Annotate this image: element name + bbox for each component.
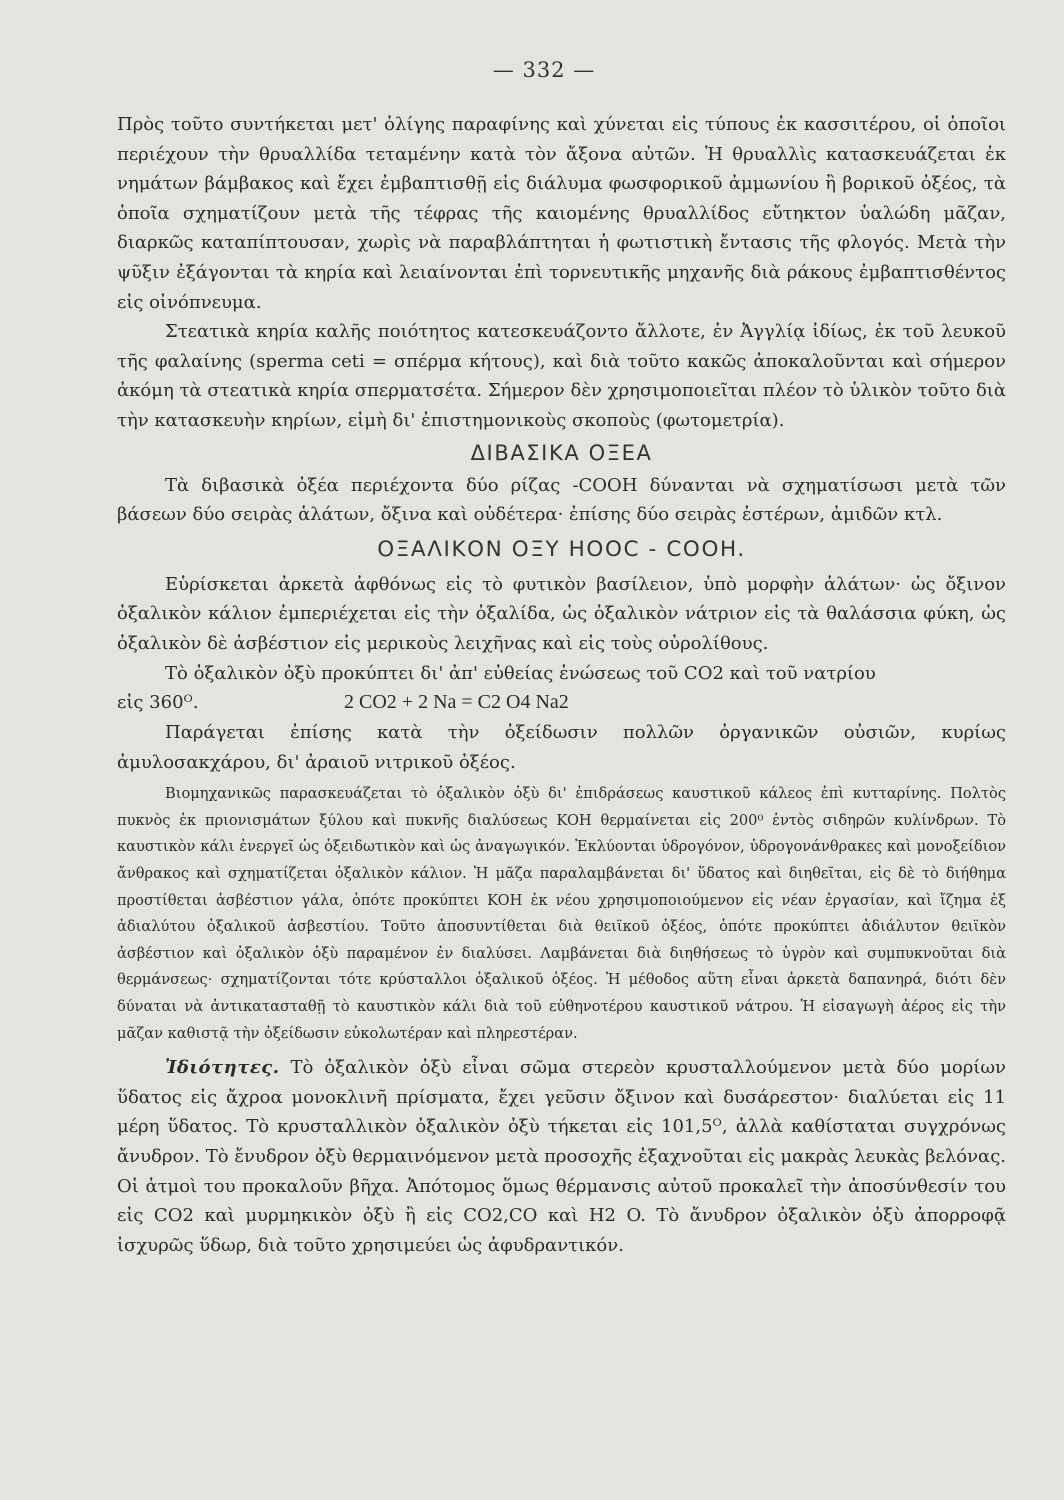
reaction-equation: 2 CO2 + 2 Na = C2 O4 Na2 bbox=[344, 691, 569, 714]
properties-text: Τὸ ὀξαλικὸν ὀξὺ εἶναι σῶμα στερεὸν κρυσταλλούμενον μετὰ δύο μορίων ὕδατος εἰς ἄχροα μονοκλινῆ πρίσματα, ἔχει γεῦσιν ὄξινον καὶ δυσάρεστον· διαλύεται εἰς 11 μέρη ὕδατος. Τὸ κρυσταλλικὸν ὀξαλικὸν ὀξὺ τήκεται εἰς 101,5ᴼ, ἀλλὰ καθίσταται συγχρόνως ἄνυδρον. Τὸ ἔνυδρον ὀξὺ θερμαινόμενον μετὰ προσοχῆς ἐξαχνοῦται εἰς μακρὰς λευκὰς βελόνας. Οἱ ἀτμοὶ του προκαλοῦν βῆχα. Ἀπότομος ὅμως θέρμανσις αὐτοῦ προκαλεῖ τὴν ἀποσύνθεσίν του εἰς CO2 καὶ μυρμηκικὸν ὀξὺ ἢ εἰς CO2,CO καὶ H2 O. Τὸ ἄνυδρον ὀξαλικὸν ὀξὺ ἀπορροφᾷ ἰσχυρῶς ὕδωρ, διὰ τοῦτο χρησιμεύει ὡς ἀφυδραντικόν. bbox=[117, 1057, 1006, 1256]
page-number: — 332 — bbox=[492, 58, 596, 82]
paragraph-spermaceti: Στεατικὰ κηρία καλῆς ποιότητος κατεσκευάζοντο ἄλλοτε, ἐν Ἀγγλίᾳ ἰδίως, ἐκ τοῦ λευκοῦ τῆς φαλαίνης (sperma ceti = σπέρμα κήτους), καὶ διὰ τοῦτο κακῶς ἀποκαλοῦνται καὶ σήμερον ἀκόμη τὰ στεατικὰ κηρία σπερματσέτα. Σήμερον δὲν χρησιμοποιεῖται πλέον τὸ ὑλικὸν τοῦτο διὰ τὴν κατασκευὴν κηρίων, εἰμὴ δι' ἐπιστημονικοὺς σκοποὺς (φωτομετρία). bbox=[117, 321, 1006, 431]
paragraph-dibasic-acids: Τὰ διβασικὰ ὀξέα περιέχοντα δύο ρίζας -COOH δύνανται νὰ σχηματίσωσι μετὰ τῶν βάσεων δύο σειρὰς ἁλάτων, ὄξινα καὶ οὐδέτερα· ἐπίσης δύο σειρὰς ἐστέρων, ἀμιδῶν κτλ. bbox=[117, 474, 1006, 526]
paragraph-properties bbox=[117, 1053, 1006, 1260]
paragraph-candle-making: Πρὸς τοῦτο συντήκεται μετ' ὀλίγης παραφίνης καὶ χύνεται εἰς τύπους ἐκ κασσιτέρου, οἱ ὁποῖοι περιέχουν τὴν θρυαλλίδα τεταμένην κατὰ τὸν ἄξονα αὐτῶν. Ἡ θρυαλλὶς κατασκευάζεται ἐκ νημάτων βάμβακος καὶ ἔχει ἐμβαπτισθῇ εἰς διάλυμα φωσφορικοῦ ἀμμωνίου ἢ βορικοῦ ὀξέος, τὰ ὁποῖα σχηματίζουν μετὰ τῆς τέφρας τῆς καιομένης θρυαλλίδος εὔτηκτον ὑαλώδη μᾶζαν, διαρκῶς καταπίπτουσαν, χωρὶς νὰ παραβλάπτηται ἡ φωτιστικὴ ἔντασις τῆς φλογός. Μετὰ τὴν ψῦξιν ἐξάγονται τὰ κηρία καὶ λειαίνονται ἐπὶ τορνευτικῆς μηχανῆς διὰ ράκους ἐμβαπτισθέντος εἰς οἰνόπνευμα. bbox=[117, 114, 1006, 313]
properties-lead: Ἰδιότητες. bbox=[165, 1057, 280, 1079]
equation-line bbox=[117, 688, 1006, 718]
paragraph-industrial-method: Βιομηχανικῶς παρασκευάζεται τὸ ὀξαλικὸν ὀξὺ δι' ἐπιδράσεως καυστικοῦ κάλεος ἐπὶ κυτταρίνης. Πολτὸς πυκνὸς ἐκ πριονισμάτων ξύλου καὶ πυκνῆς διαλύσεως KOH θερμαίνεται εἰς 200⁰ ἐντὸς σιδηρῶν κυλίνδρων. Τὸ καυστικὸν κάλι ἐνεργεῖ ὡς ὀξειδωτικὸν καὶ ὡς ἀναγωγικόν. Ἐκλύονται ὑδρογόνον, ὑδρογονάνθρακες καὶ μονοξείδιον ἄνθρακος καὶ σχηματίζεται ὀξαλικὸν κάλιον. Ἡ μᾶζα παραλαμβάνεται δι' ὕδατος καὶ διηθεῖται, εἰς δὲ τὸ διήθημα προστίθεται ἀσβέστιον γάλα, ὁπότε προκύπτει KOH ἐκ νέου χρησιμοποιούμενον εἰς νέαν ἐργασίαν, καὶ ἴζημα ἐξ ἀδιαλύτου ὀξαλικοῦ ἀσβεστίου. Τοῦτο ἀποσυντίθεται διὰ θειϊκοῦ ὀξέος, ὁπότε προκύπτει ἀδιάλυτον θειϊκὸν ἀσβέστιον καὶ ὀξαλικὸν ὀξὺ παραμένον ἐν διαλύσει. Λαμβάνεται διὰ διηθήσεως τὸ ὑγρὸν καὶ συμπυκνοῦται διὰ θερμάνσεως· σχηματίζονται τότε κρύσταλλοι ὀξαλικοῦ ὀξέος. Ἡ μέθοδος αὕτη εἶναι ἀρκετὰ δαπανηρά, διότι δὲν δύναται νὰ ἀντικατασταθῇ τὸ καυστικὸν κάλι διὰ τοῦ εὐθηνοτέρου καυστικοῦ νάτρου. Ἡ εἰσαγωγὴ ἀέρος εἰς τὴν μᾶζαν καθιστᾷ τὴν ὀξείδωσιν εὐκολωτέραν καὶ πληρεστέραν. bbox=[117, 785, 1006, 1042]
synthesis-temperature: εἰς 360ᴼ. bbox=[117, 692, 199, 714]
section-heading-dibasic-acids: ΔΙΒΑΣΙΚΑ ΟΞΕΑ bbox=[470, 440, 653, 465]
section-heading-oxalic-acid: ΟΞΑΛΙΚΟΝ ΟΞΥ HOOC - COOH. bbox=[377, 536, 746, 562]
paragraph-occurrence: Εὑρίσκεται ἀρκετὰ ἀφθόνως εἰς τὸ φυτικὸν βασίλειον, ὑπὸ μορφὴν ἁλάτων· ὡς ὄξινον ὀξαλικὸν κάλιον ἐμπεριέχεται εἰς τὴν ὀξαλίδα, ὡς ὀξαλικὸν νάτριον εἰς τὰ θαλάσσια φύκη, ὡς ὀξαλικὸν δὲ ἀσβέστιον εἰς μερικοὺς λειχῆνας καὶ εἰς τοὺς οὐρολίθους. bbox=[117, 573, 1006, 654]
paragraph-synthesis: Τὸ ὀξαλικὸν ὀξὺ προκύπτει δι' ἀπ' εὐθείας ἑνώσεως τοῦ CO2 καὶ τοῦ νατρίου bbox=[165, 662, 876, 684]
paragraph-oxidation: Παράγεται ἐπίσης κατὰ τὴν ὀξείδωσιν πολλῶν ὀργανικῶν οὐσιῶν, κυρίως ἀμυλοσακχάρου, δι' ἀραιοῦ νιτρικοῦ ὀξέος. bbox=[117, 722, 1006, 773]
body-text bbox=[117, 110, 1006, 1260]
